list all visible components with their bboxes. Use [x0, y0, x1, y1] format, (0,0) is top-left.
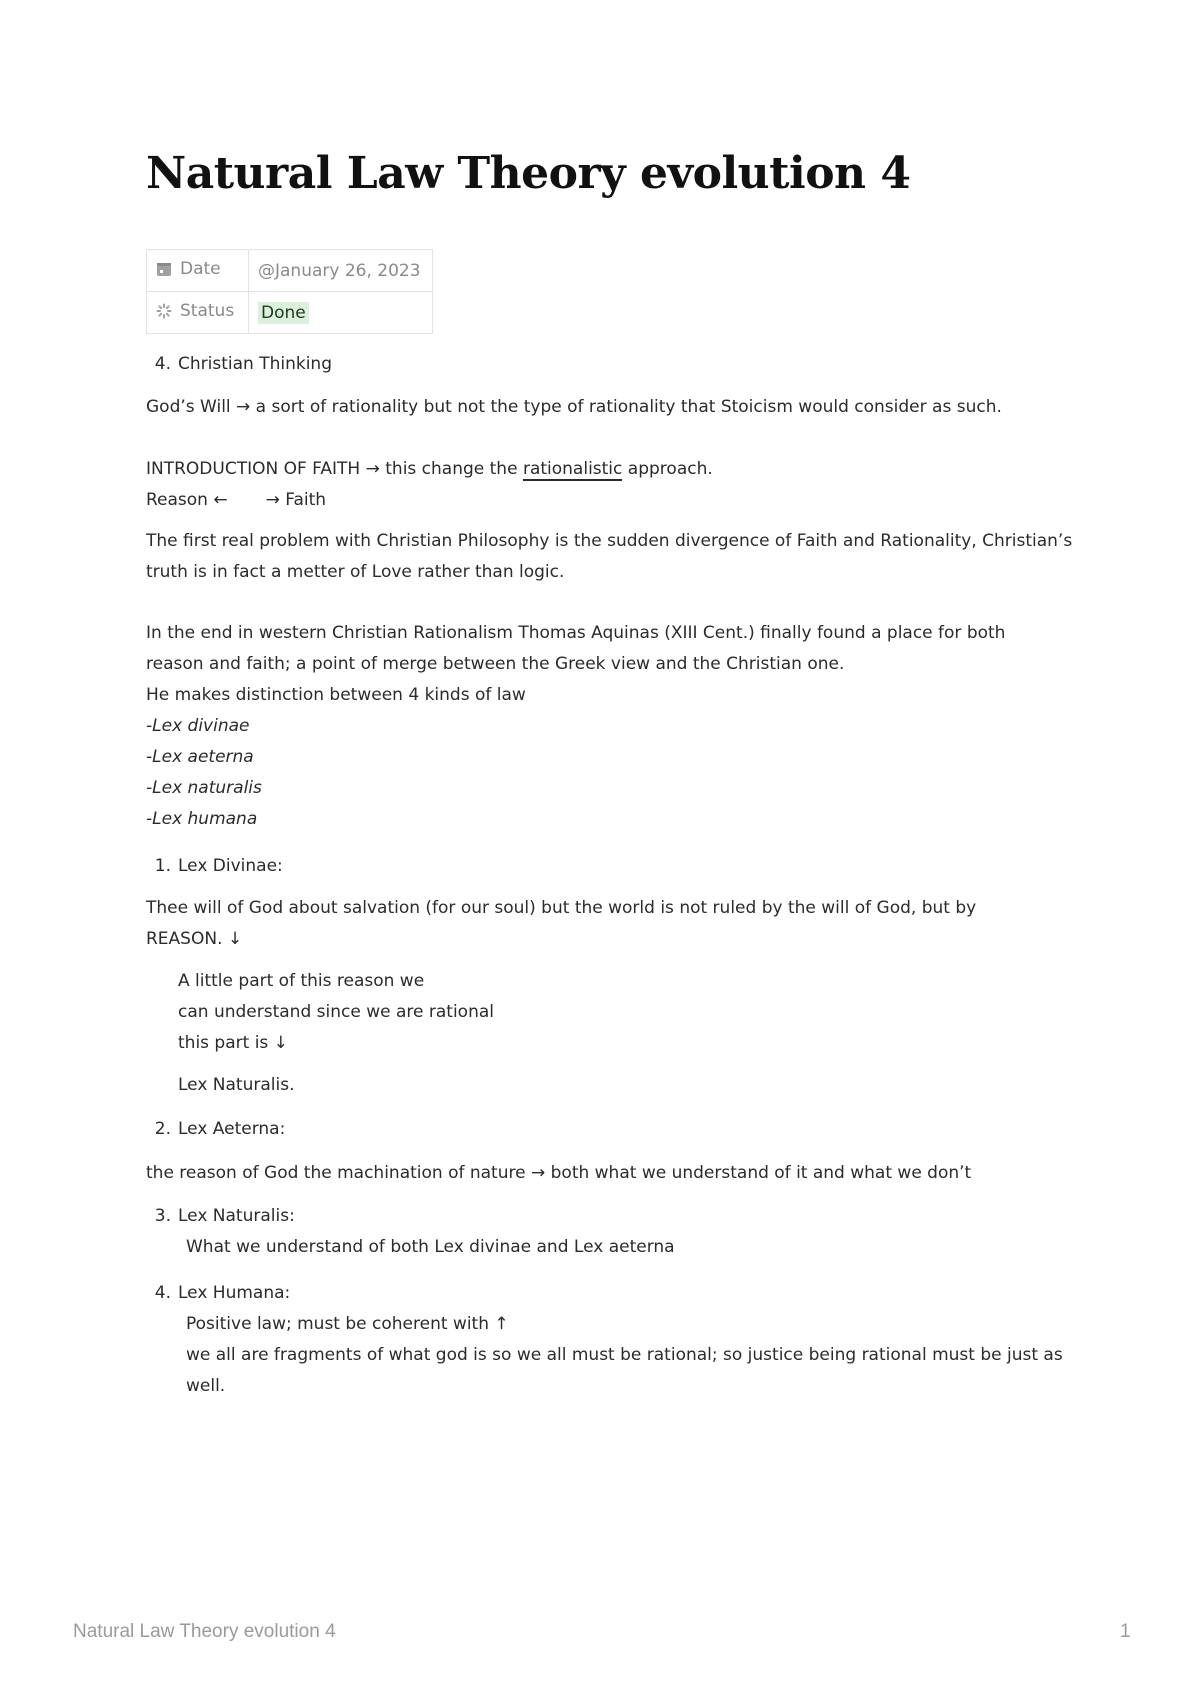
law-name: -Lex divinae: [146, 716, 250, 736]
list-number: 4.: [154, 1283, 171, 1303]
list-heading: Lex Aeterna:: [178, 1119, 286, 1139]
numbered-item-lex-humana: [146, 1282, 290, 1304]
reason-faith-line: [146, 489, 326, 511]
paragraph-thee-will-line-2: REASON. ↓: [146, 929, 243, 949]
paragraph-introduction-of-faith: [146, 458, 713, 480]
indented-line: Lex Naturalis.: [178, 1075, 295, 1095]
footer-page-number: 1: [1120, 1621, 1131, 1642]
indented-line: this part is ↓: [178, 1033, 288, 1053]
property-row-status: [147, 292, 433, 334]
paragraph-reason-of-god: the reason of God the machination of nature → both what we understand of it and what we don’t: [146, 1163, 972, 1183]
property-key: [147, 292, 249, 334]
list-heading: Lex Divinae:: [178, 856, 283, 876]
numbered-item-lex-divinae: [146, 855, 283, 877]
list-heading: Lex Humana:: [178, 1283, 291, 1303]
status-loader-icon: [156, 303, 172, 324]
list-number: 4.: [154, 354, 171, 374]
paragraph-aquinas-line-2: reason and faith; a point of merge between the Greek view and the Christian one.: [146, 654, 845, 674]
list-number: 1.: [154, 856, 171, 876]
law-list-item: [146, 746, 254, 768]
list-number: 2.: [154, 1119, 171, 1139]
property-key-label: Date: [180, 259, 221, 279]
numbered-item-lex-aeterna: [146, 1118, 285, 1140]
list-heading: Lex Naturalis:: [178, 1206, 295, 1226]
law-name: -Lex humana: [146, 809, 258, 829]
date-value: @January 26, 2023: [249, 250, 433, 292]
calendar-icon: [156, 261, 172, 282]
indented-line: A little part of this reason we: [178, 971, 425, 991]
text-span: approach.: [627, 459, 713, 479]
list-item-text: we all are fragments of what god is so we all must be rational; so justice being rational must be just as: [186, 1345, 1063, 1365]
text-span: INTRODUCTION OF FAITH → this change the: [146, 459, 518, 479]
underlined-text: rationalistic: [522, 459, 623, 479]
law-name: -Lex naturalis: [146, 778, 262, 798]
text-span: Reason ←: [146, 490, 228, 510]
status-cell: [249, 292, 433, 334]
text-span: → Faith: [265, 490, 327, 510]
paragraph-aquinas-line-1: In the end in western Christian Rationalism Thomas Aquinas (XIII Cent.) finally found a place for both: [146, 623, 1006, 643]
paragraph-thee-will-line-1: Thee will of God about salvation (for our soul) but the world is not ruled by the will of God, but by: [146, 898, 977, 918]
list-item-text: What we understand of both Lex divinae and Lex aeterna: [186, 1237, 675, 1257]
status-badge: Done: [258, 302, 309, 324]
paragraph-gods-will: God’s Will → a sort of rationality but not the type of rationality that Stoicism would consider as such.: [146, 397, 1002, 417]
list-item-text: well.: [186, 1376, 226, 1396]
indented-line: can understand since we are rational: [178, 1002, 494, 1022]
law-name: -Lex aeterna: [146, 747, 254, 767]
property-row-date: [147, 250, 433, 292]
law-list-item: [146, 777, 262, 799]
list-item-text: Positive law; must be coherent with ↑: [186, 1314, 509, 1334]
numbered-item-lex-naturalis: [146, 1205, 295, 1227]
list-number: 3.: [154, 1206, 171, 1226]
property-key: [147, 250, 249, 292]
list-heading: Christian Thinking: [178, 354, 332, 374]
paragraph-he-makes: He makes distinction between 4 kinds of law: [146, 685, 526, 705]
footer-title: Natural Law Theory evolution 4: [73, 1621, 336, 1642]
law-list-item: [146, 808, 257, 830]
section-heading-christian-thinking: [146, 353, 332, 375]
law-list-item: [146, 715, 249, 737]
page-title: Natural Law Theory evolution 4: [146, 148, 911, 199]
paragraph-problem-line-2: truth is in fact a metter of Love rather than logic.: [146, 562, 565, 582]
properties-table: [146, 249, 433, 334]
property-key-label: Status: [180, 301, 235, 321]
paragraph-problem-line-1: The first real problem with Christian Philosophy is the sudden divergence of Faith and Rationality, Christian’s: [146, 531, 1073, 551]
